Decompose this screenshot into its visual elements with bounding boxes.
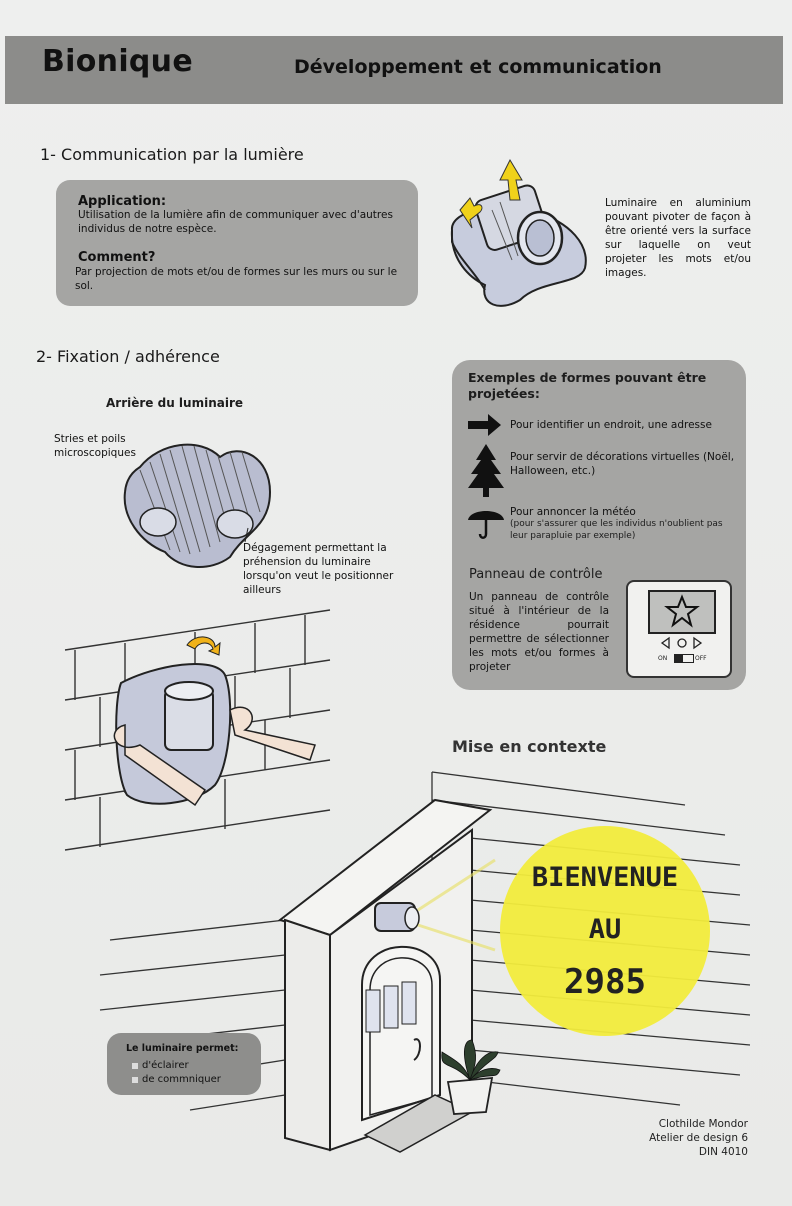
page-subtitle: Développement et communication — [294, 56, 662, 78]
example-item-address: Pour identifier un endroit, une adresse — [510, 419, 712, 431]
sign-text — [500, 852, 710, 1008]
bubble-item-text: d'éclairer — [142, 1060, 189, 1071]
panel-on-label: ON — [658, 655, 668, 662]
page-title: Bionique — [42, 44, 193, 79]
example-item-decorations: Pour servir de décorations virtuelles (Noël, Halloween, etc.) — [510, 451, 735, 477]
bubble-item-text: de commniquer — [142, 1074, 221, 1085]
bullet-icon — [132, 1077, 138, 1083]
application-heading: Application: — [78, 194, 167, 209]
rear-title: Arrière du luminaire — [106, 396, 244, 410]
tree-icon — [468, 444, 504, 498]
bubble-item-2 — [132, 1074, 221, 1085]
comment-text: Par projection de mots et/ou de formes sur les murs ou sur le sol. — [75, 266, 398, 292]
degagement-label: Dégagement permettant la préhension du luminaire lorsqu'on veut le positionner ailleurs — [243, 542, 394, 596]
bullet-icon — [132, 1063, 138, 1069]
bubble-title: Le luminaire permet: — [126, 1043, 239, 1054]
sign-line-1: BIENVENUE — [531, 862, 679, 893]
panel-toggle — [674, 654, 694, 663]
credits — [560, 1117, 748, 1159]
example-item-weather-note: (pour s'assurer que les individus n'oublient pas leur parapluie par exemple) — [510, 519, 723, 541]
section2-title: 2- Fixation / adhérence — [36, 347, 220, 366]
credit-code: DIN 4010 — [698, 1146, 748, 1158]
control-panel-screen — [648, 590, 716, 634]
example-item-weather: Pour annoncer la météo — [510, 506, 636, 518]
nav-controls-icon — [662, 637, 702, 649]
star-icon — [666, 595, 698, 627]
section1-title: 1- Communication par la lumière — [40, 145, 304, 164]
panel-off-label: OFF — [695, 655, 707, 662]
comment-heading: Comment? — [78, 250, 156, 265]
bubble-item-1 — [132, 1060, 189, 1071]
application-text: Utilisation de la lumière afin de communiquer avec d'autres individus de notre espèce. — [78, 209, 393, 235]
umbrella-icon — [468, 504, 504, 540]
control-panel-device — [626, 580, 732, 678]
sign-line-3: 2985 — [564, 962, 646, 1002]
credit-author: Clothilde Mondor — [658, 1118, 748, 1130]
context-title: Mise en contexte — [452, 737, 607, 756]
examples-heading: Exemples de formes pouvant être projetées: — [468, 370, 707, 401]
control-text: Un panneau de contrôle situé à l'intérieur de la résidence pourrait permettre de sélectionner les mots et/ou formes à projeter — [469, 591, 609, 673]
sign-line-2: AU — [588, 914, 622, 945]
control-title: Panneau de contrôle — [469, 567, 603, 582]
credit-course: Atelier de design 6 — [649, 1132, 748, 1144]
luminaire-caption: Luminaire en aluminium pouvant pivoter de façon à être orienté vers la surface sur laquelle on veut projeter les mots et/ou images. — [605, 197, 751, 279]
stries-label: Stries et poils microscopiques — [54, 433, 136, 459]
luminaire-illustration — [440, 150, 590, 320]
arrow-icon — [468, 414, 502, 436]
